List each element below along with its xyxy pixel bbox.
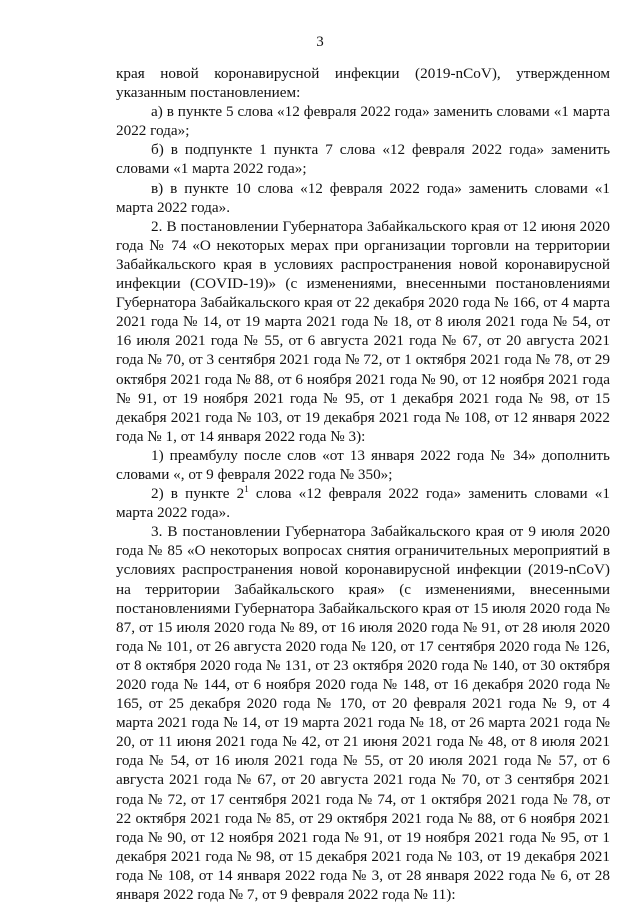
paragraph-1a: а) в пункте 5 слова «12 февраля 2022 года» заменить словами «1 марта 2022 года»; [116,103,610,140]
paragraph-2-2-start: 2) в пункте 2 [151,485,245,503]
paragraph-2-2-end: слова «12 февраля 2022 года» заменить словами «1 марта 2022 года». [116,485,610,522]
paragraph-2-1: 1) преамбулу после слов «от 13 января 2022 года № 34» дополнить словами «, от 9 февраля 2022 года № 350»; [116,446,610,483]
paragraph-2-2 [116,484,610,522]
superscript-mark: 1 [244,484,249,495]
paragraph-intro: края новой коронавирусной инфекции (2019-nCoV), утвержденном указанным постановлением: [116,65,610,102]
paragraph-1b: б) в подпункте 1 пункта 7 слова «12 февраля 2022 года» заменить словами «1 марта 2022 года»; [116,141,610,178]
document-body [116,64,610,904]
paragraph-2: 2. В постановлении Губернатора Забайкальского края от 12 июня 2020 года № 74 «О некоторых мерах при организации торговли на территории Забайкальского края в условиях распространения новой коронавирусной инфекции (COVID-19)» (с изменениями, внесенными постановлениями Губернатора Забайкальского края от 22 декабря 2020 года № 166, от 4 марта 2021 года № 14, от 19 марта 2021 года № 18, от 8 июля 2021 года № 54, от 16 июля 2021 года № 55, от 6 августа 2021 года № 67, от 20 августа 2021 года № 70, от 3 сентября 2021 года № 72, от 1 октября 2021 года № 78, от 29 октября 2021 года № 88, от 6 ноября 2021 года № 90, от 12 ноября 2021 года № 91, от 19 ноября 2021 года № 95, от 1 декабря 2021 года № 98, от 15 декабря 2021 года № 103, от 19 декабря 2021 года № 108, от 12 января 2022 года № 1, от 14 января 2022 года № 3): [116,217,610,445]
paragraph-3: 3. В постановлении Губернатора Забайкальского края от 9 июля 2020 года № 85 «О некоторых вопросах снятия ограничительных мероприятий в условиях распространения новой коронавирусной инфекции (2019-nCoV) на территории Забайкальского края» (с изменениями, внесенными постановлениями Губернатора Забайкальского края от 15 июля 2020 года № 87, от 15 июля 2020 года № 89, от 16 июля 2020 года № 91, от 28 июля 2020 года № 101, от 26 августа 2020 года № 120, от 17 сентября 2020 года № 126, от 8 октября 2020 года № 131, от 23 октября 2020 года № 140, от 30 октября 2020 года № 144, от 6 ноября 2020 года № 148, от 16 декабря 2020 года № 165, от 25 декабря 2020 года № 170, от 20 февраля 2021 года № 9, от 4 марта 2021 года № 14, от 19 марта 2021 года № 18, от 26 марта 2021 года № 20, от 11 июня 2021 года № 42, от 21 июня 2021 года № 48, от 8 июля 2021 года № 54, от 16 июля 2021 года № 55, от 20 июля 2021 года № 57, от 6 августа 2021 года № 67, от 20 августа 2021 года № 70, от 3 сентября 2021 года № 72, от 17 сентября 2021 года № 74, от 1 октября 2021 года № 78, от 22 октября 2021 года № 85, от 29 октября 2021 года № 88, от 6 ноября 2021 года № 90, от 12 ноября 2021 года № 91, от 19 ноября 2021 года № 95, от 1 декабря 2021 года № 98, от 15 декабря 2021 года № 103, от 19 декабря 2021 года № 108, от 14 января 2022 года № 3, от 28 января 2022 года № 6, от 28 января 2022 года № 7, от 9 февраля 2022 года № 11): [116,523,610,904]
paragraph-1c: в) в пункте 10 слова «12 февраля 2022 года» заменить словами «1 марта 2022 года». [116,179,610,216]
page-number: 3 [316,34,324,50]
